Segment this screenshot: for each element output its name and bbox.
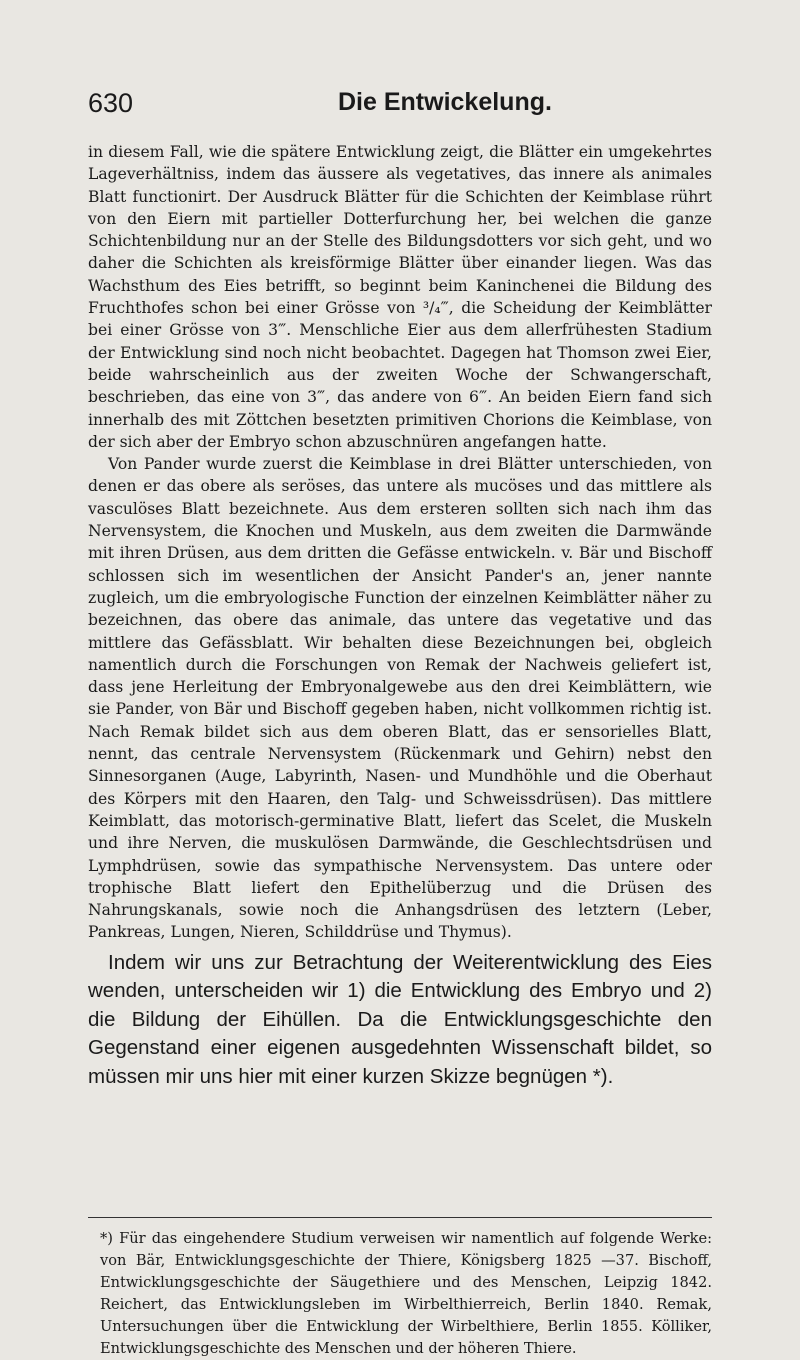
paragraph-2: Von Pander wurde zuerst die Keimblase in drei Blätter unterschieden, von denen er das obere als seröses, das untere als mucöses und das mittlere als vasculöses Blatt bezeichnete. Aus dem ersteren sollten sich nach ihm das Nervensystem, die Knochen und Muskeln, aus dem zweiten die Darmwände mit ihren Drüsen, aus dem dritten die Gefässe entwickeln. v. Bär und Bischoff schlossen sich im wesentlichen der Ansicht Pander's an, jener nannte zugleich, um die embryologische Function der einzelnen Keimblätter näher zu bezeichnen, das obere das animale, das untere das vegetative und das mittlere das Gefässblatt. Wir behalten diese Bezeichnungen bei, obgleich namentlich durch die Forschungen von Remak der Nachweis geliefert ist, dass jene Herleitung der Embryonalgewebe aus den drei Keimblättern, wie sie Pander, von Bär und Bischoff gegeben haben, nicht vollkommen richtig ist. Nach Remak bildet sich aus dem oberen Blatt, das er sensorielles Blatt, nennt, das centrale Nervensystem (Rückenmark und Gehirn) nebst den Sinnesorganen (Auge, Labyrinth, Nasen- und Mundhöhle und die Oberhaut des Körpers mit den Haaren, den Talg- und Schweissdrüsen). Das mittlere Keimblatt, das motorisch-germinative Blatt, liefert das Scelet, die Muskeln und ihre Nerven, die muskulösen Darmwände, die Geschlechtsdrüsen und Lymphdrüsen, sowie das sympathische Nervensystem. Das untere oder trophische Blatt liefert den Epithelüberzug und die Drüsen des Nahrungskanals, sowie noch die Anhangsdrüsen des letztern (Leber, Pankreas, Lungen, Nieren, Schilddrüse und Thymus). — [88, 455, 712, 942]
body-text — [88, 141, 712, 1091]
footnote: *) Für das eingehendere Studium verweisen wir namentlich auf folgende Werke: von Bär, Entwicklungsgeschichte der Thiere, Königsberg 1825 —37. Bischoff, Entwicklungsgeschichte der Säugethiere und des Menschen, Leipzig 1842. Reichert, das Entwicklungsleben im Wirbelthierreich, Berlin 1840. Remak, Untersuchungen über die Entwicklung der Wirbelthiere, Berlin 1855. Kölliker, Entwicklungsgeschichte des Menschen und der höheren Thiere. — [100, 1230, 712, 1357]
paragraph-3: Indem wir uns zur Betrachtung der Weiterentwicklung des Eies wenden, unterscheiden wir 1) die Entwicklung des Embryo und 2) die Bildung der Eihüllen. Da die Entwicklungsgeschichte den Gegenstand einer eigenen ausgedehnten Wissenschaft bildet, so müssen mir uns hier mit einer kurzen Skizze begnügen *). — [88, 950, 712, 1088]
page-header — [88, 88, 712, 128]
footnote-rule — [88, 1217, 712, 1218]
page-number: 630 — [88, 88, 134, 118]
paragraph-1: in diesem Fall, wie die spätere Entwicklung zeigt, die Blätter ein umgekehrtes Lageverhältniss, indem das äussere als vegetatives, das innere als animales Blatt functionirt. Der Ausdruck Blätter für die Schichten der Keimblase rührt von den Eiern mit partieller Dotterfurchung her, bei welchen die ganze Schichtenbildung nur an der Stelle des Bildungsdotters vor sich geht, und wo daher die Schichten als kreisförmige Blätter über einander liegen. Was das Wachsthum des Eies betrifft, so beginnt beim Kaninchenei die Bildung des Fruchthofes schon bei einer Grösse von ³/₄‴, die Scheidung der Keimblätter bei einer Grösse von 3‴. Menschliche Eier aus dem allerfrühesten Stadium der Entwicklung sind noch nicht beobachtet. Dagegen hat Thomson zwei Eier, beide wahrscheinlich aus der zweiten Woche der Schwangerschaft, beschrieben, das eine von 3‴, das andere von 6‴. An beiden Eiern fand sich innerhalb des mit Zöttchen besetzten primitiven Chorions die Keimblase, von der sich aber der Embryo schon abzuschnüren angefangen hatte. — [88, 143, 712, 451]
running-title: Die Entwickelung. — [338, 88, 552, 116]
